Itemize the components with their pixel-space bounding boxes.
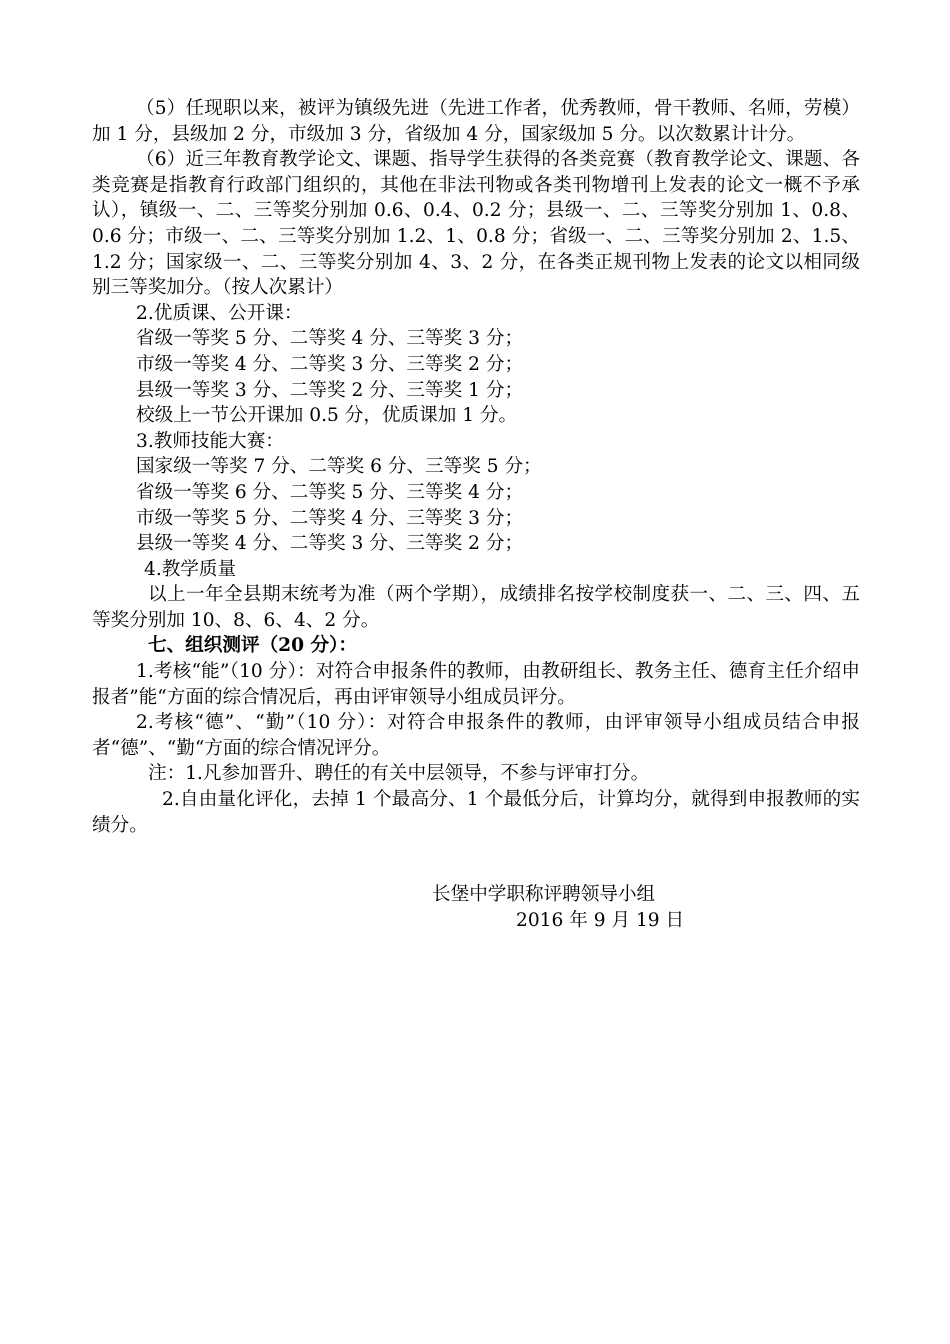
paragraph-teaching-quality: 以上一年全县期末统考为准（两个学期），成绩排名按学校制度获一、二、三、四、五等奖分别加 10、8、6、4、2 分。 xyxy=(92,584,860,631)
list-item: 省级一等奖 5 分、二等奖 4 分、三等奖 3 分； xyxy=(136,328,524,350)
paragraph-ability: 1.考核“能”（10 分）：对符合申报条件的教师，由教研组长、教务主任、德育主任介绍申报者”能“方面的综合情况后，再由评审领导小组成员评分。 xyxy=(92,661,860,708)
document-body xyxy=(92,96,860,838)
section-heading-skill-contest: 3.教师技能大赛： xyxy=(136,430,284,452)
list-item: 国家级一等奖 7 分、二等奖 6 分、三等奖 5 分； xyxy=(136,456,542,478)
note-item-1: 注：1.凡参加晋升、聘任的有关中层领导，不参与评审打分。 xyxy=(148,763,650,785)
list-item: 县级一等奖 3 分、二等奖 2 分、三等奖 1 分； xyxy=(136,379,524,401)
paragraph-item-6: （6）近三年教育教学论文、课题、指导学生获得的各类竞赛（教育教学论文、课题、各类竞赛是指教育行政部门组织的，其他在非法刊物或各类刊物增刊上发表的论文一概不予承认），镇级一、二、三等奖分别加 0.6、0.4、0.2 分；县级一、二、三等奖分别加 1、0.8、0.6 分；市级一、二、三等奖分别加 1.2、1、0.8 分；省级一、二、三等奖分别加 2、1.5、1.2 分；国家级一、二、三等奖分别加 4、3、2 分，在各类正规刊物上发表的论文以相同级别三等奖加分。（按人次累计） xyxy=(92,149,860,299)
section-heading-teaching-quality: 4.教学质量 xyxy=(144,558,237,580)
section-heading-quality-class: 2.优质课、公开课： xyxy=(136,302,303,324)
paragraph-morality-diligence: 2.考核“德”、“勤”（10 分）：对符合申报条件的教师，由评审领导小组成员结合申报者“德”、“勤“方面的综合情况评分。 xyxy=(92,712,860,759)
signature-date: 2016 年 9 月 19 日 xyxy=(516,910,685,931)
section-heading-evaluation: 七、组织测评（20 分）： xyxy=(148,635,357,657)
list-item: 校级上一节公开课加 0.5 分，优质课加 1 分。 xyxy=(136,405,518,427)
note-item-2: 2.自由量化评化，去掉 1 个最高分、1 个最低分后，计算均分，就得到申报教师的实绩分。 xyxy=(92,789,860,836)
list-item: 县级一等奖 4 分、二等奖 3 分、三等奖 2 分； xyxy=(136,533,524,555)
list-item: 市级一等奖 5 分、二等奖 4 分、三等奖 3 分； xyxy=(136,507,524,529)
list-item: 市级一等奖 4 分、二等奖 3 分、三等奖 2 分； xyxy=(136,353,524,375)
paragraph-item-5: （5）任现职以来，被评为镇级先进（先进工作者，优秀教师，骨干教师、名师，劳模）加 1 分，县级加 2 分，市级加 3 分，省级加 4 分，国家级加 5 分。以次数累计计分。 xyxy=(92,98,860,145)
list-item: 省级一等奖 6 分、二等奖 5 分、三等奖 4 分； xyxy=(136,481,524,503)
signature-organization: 长堡中学职称评聘领导小组 xyxy=(432,884,656,905)
